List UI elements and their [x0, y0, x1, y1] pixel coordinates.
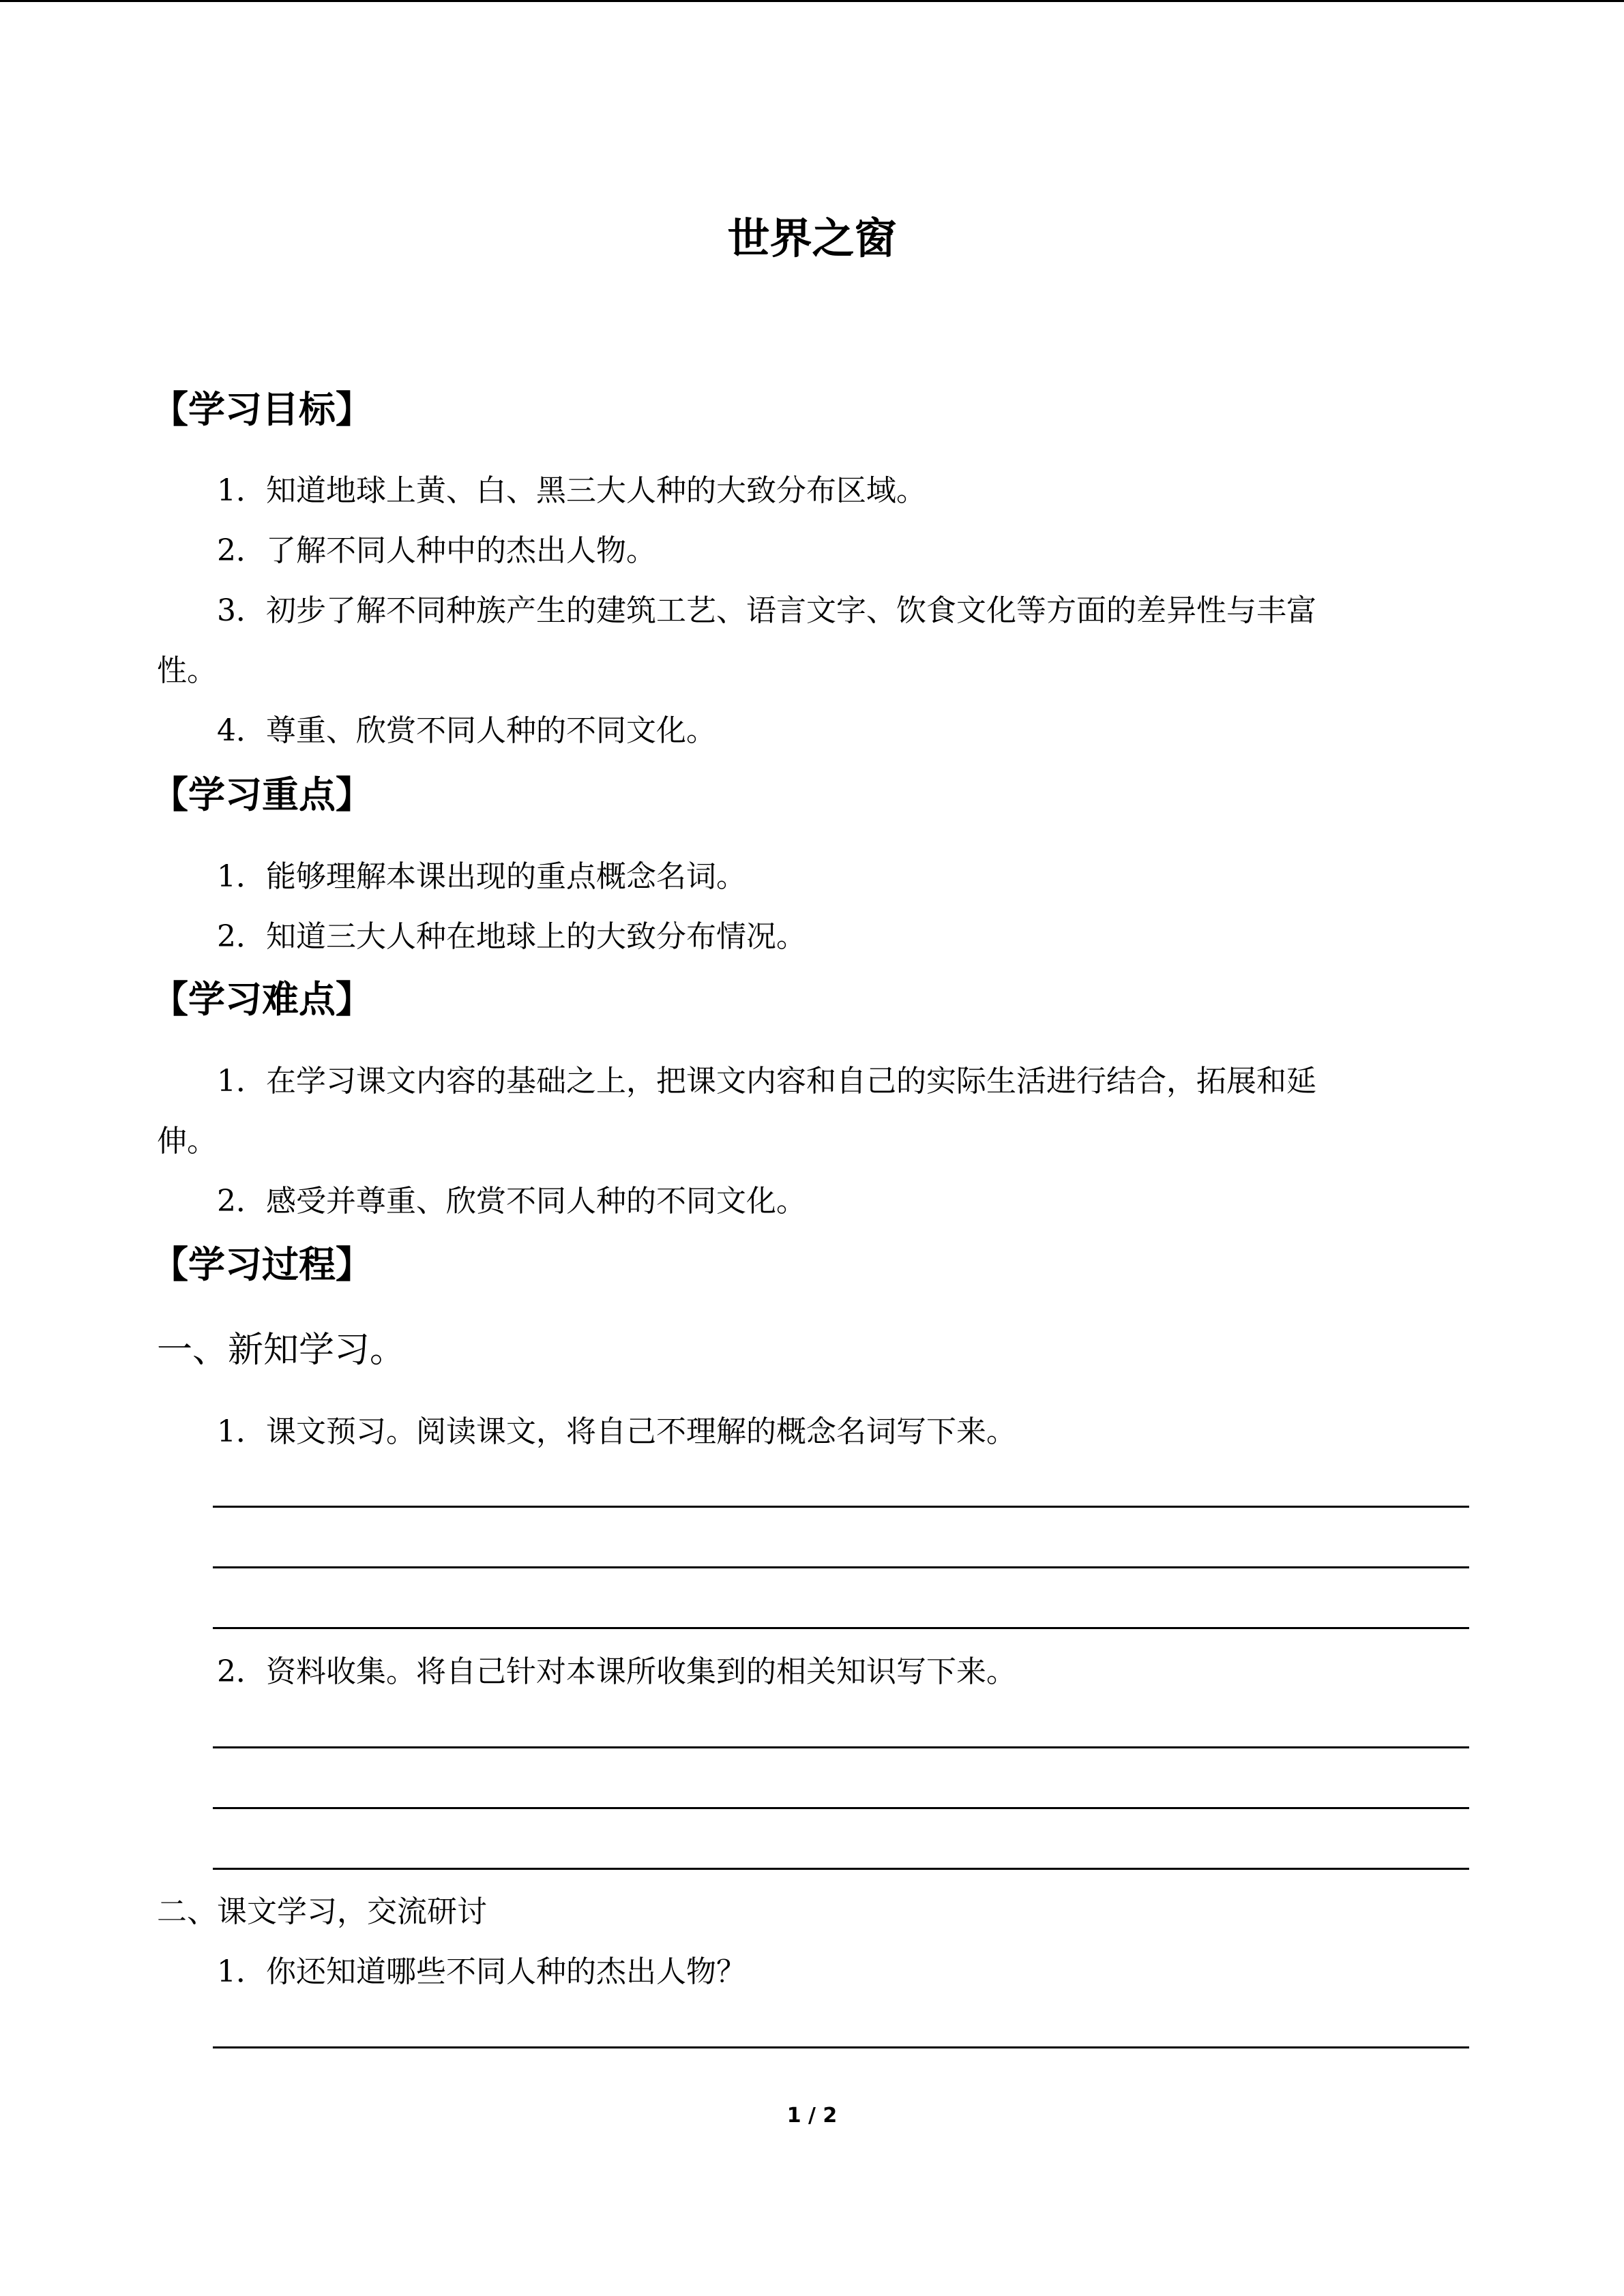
- objective-item: 4．尊重、欣赏不同人种的不同文化。: [217, 713, 716, 748]
- answer-line: [213, 1506, 1469, 1508]
- answer-line: [213, 1868, 1469, 1870]
- keypoint-item: 1．能够理解本课出现的重点概念名词。: [217, 859, 746, 894]
- page-number: 1 / 2: [786, 2104, 838, 2128]
- objective-item-continuation: 性。: [157, 653, 217, 688]
- section-heading-process: 【学习过程】: [151, 1243, 372, 1286]
- answer-line: [213, 2046, 1469, 2048]
- difficulty-item: 2．感受并尊重、欣赏不同人种的不同文化。: [217, 1184, 806, 1219]
- objective-item: 3．初步了解不同种族产生的建筑工艺、语言文字、饮食文化等方面的差异性与丰富: [217, 593, 1316, 628]
- answer-line: [213, 1627, 1469, 1629]
- top-border: [0, 0, 1624, 2]
- difficulty-item-continuation: 伸。: [157, 1124, 217, 1159]
- page-title: 世界之窗: [727, 213, 897, 263]
- answer-line: [213, 1807, 1469, 1809]
- question-outstanding-figures: 1．你还知道哪些不同人种的杰出人物？: [217, 1954, 746, 1989]
- question-preview: 1．课文预习。阅读课文，将自己不理解的概念名词写下来。: [217, 1414, 1016, 1449]
- objective-item: 2．了解不同人种中的杰出人物。: [217, 533, 656, 568]
- part-one-title: 一、新知学习。: [157, 1330, 406, 1371]
- difficulty-item: 1．在学习课文内容的基础之上，把课文内容和自己的实际生活进行结合，拓展和延: [217, 1064, 1316, 1099]
- section-heading-difficulties: 【学习难点】: [151, 978, 372, 1021]
- objective-item: 1．知道地球上黄、白、黑三大人种的大致分布区域。: [217, 473, 926, 508]
- keypoint-item: 2．知道三大人种在地球上的大致分布情况。: [217, 919, 806, 954]
- answer-line: [213, 1746, 1469, 1748]
- section-heading-objectives: 【学习目标】: [151, 388, 372, 431]
- part-two-title: 二、课文学习，交流研讨: [157, 1894, 487, 1929]
- answer-line: [213, 1566, 1469, 1568]
- section-heading-keypoints: 【学习重点】: [151, 773, 372, 816]
- question-collection: 2．资料收集。将自己针对本课所收集到的相关知识写下来。: [217, 1654, 1016, 1689]
